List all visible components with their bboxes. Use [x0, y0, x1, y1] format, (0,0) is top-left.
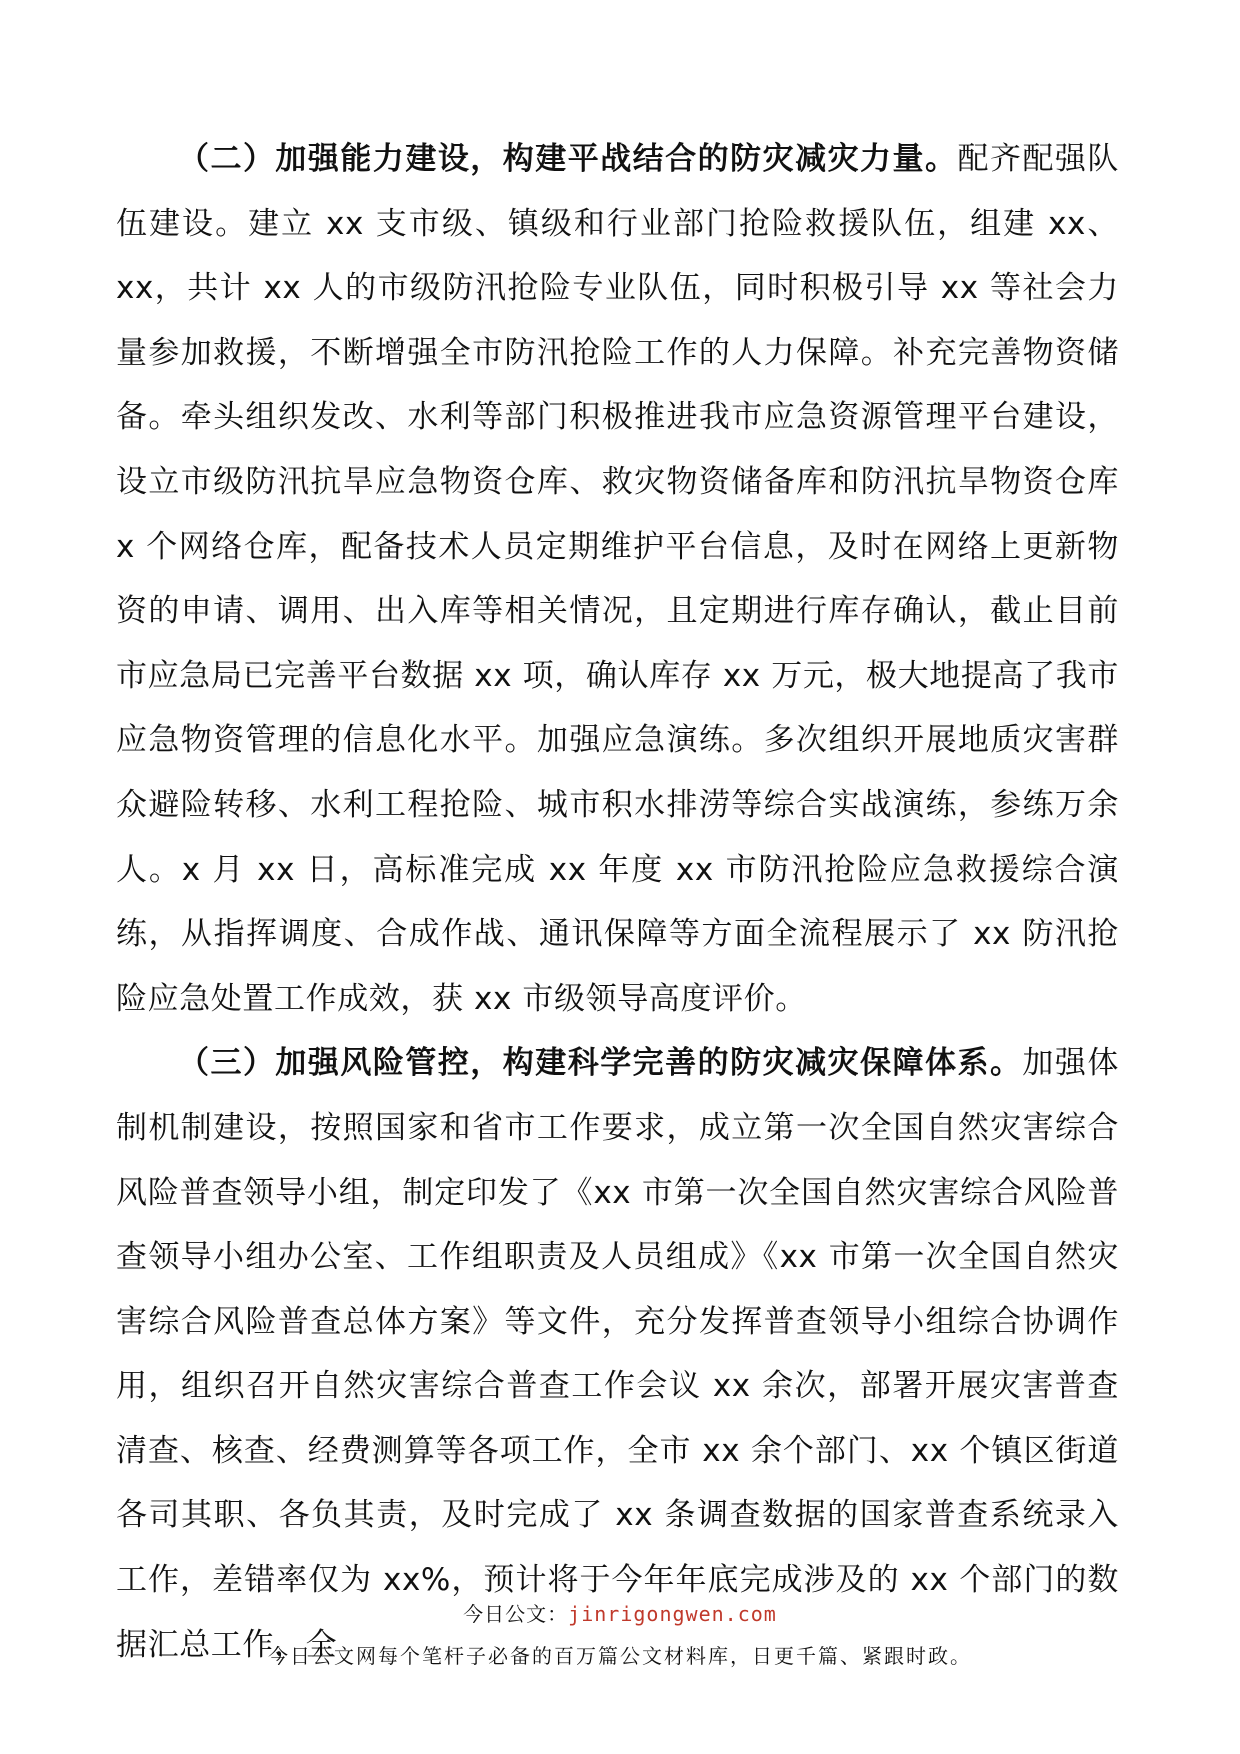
footer-slogan: 今日公文网每个笔杆子必备的百万篇公文材料库，日更千篇、紧跟时政。 — [268, 1644, 972, 1668]
paragraph-heading: （二）加强能力建设，构建平战结合的防灾减灾力量。 — [178, 141, 958, 177]
document-body — [116, 127, 1119, 1677]
paragraph-heading: （三）加强风险管控，构建科学完善的防灾减灾保障体系。 — [178, 1045, 1023, 1082]
footer-site-label: 今日公文： — [463, 1602, 569, 1626]
paragraph-capability-building — [116, 127, 1119, 1031]
footer-site-line — [0, 1598, 1240, 1627]
paragraph-text: 加强体制机制建设，按照国家和省市工作要求，成立第一次全国自然灾害综合风险普查领导小组，制定印发了《xx 市第一次全国自然灾害综合风险普查领导小组办公室、工作组职责及人员组成》《xx 市第一次全国自然灾害综合风险普查总体方案》等文件，充分发挥普查领导小组综合协调作用，组织召开自然灾害综合普查工作会议 xx 余次，部署开展灾害普查清查、核查、经费测算等各项工作，全市 xx 余个部门、xx 个镇区街道各司其职、各负其责，及时完成了 xx 条调查数据的国家普查系统录入工作，差错率仅为 xx%，预计将于今年年底完成涉及的 xx 个部门的数据汇总工作，全 — [116, 1045, 1119, 1663]
paragraph-text: 配齐配强队伍建设。建立 xx 支市级、镇级和行业部门抢险救援队伍，组建 xx、xx，共计 xx 人的市级防汛抢险专业队伍，同时积极引导 xx 等社会力量参加救援，不断增强全市防汛抢险工作的人力保障。补充完善物资储备。牵头组织发改、水利等部门积极推进我市应急资源管理平台建设，设立市级防汛抗旱应急物资仓库、救灾物资储备库和防汛抗旱物资仓库 x 个网络仓库，配备技术人员定期维护平台信息，及时在网络上更新物资的申请、调用、出入库等相关情况，且定期进行库存确认，截止目前市应急局已完善平台数据 xx 项，确认库存 xx 万元，极大地提高了我市应急物资管理的信息化水平。加强应急演练。多次组织开展地质灾害群众避险转移、水利工程抢险、城市积水排涝等综合实战演练，参练万余人。x 月 xx 日，高标准完成 xx 年度 xx 市防汛抢险应急救援综合演练，从指挥调度、合成作战、通讯保障等方面全流程展示了 xx 防汛抢险应急处置工作成效，获 xx 市级领导高度评价。 — [116, 141, 1119, 1017]
footer-site-link[interactable]: jinrigongwen.com — [568, 1602, 777, 1626]
paragraph-risk-control — [116, 1031, 1119, 1677]
